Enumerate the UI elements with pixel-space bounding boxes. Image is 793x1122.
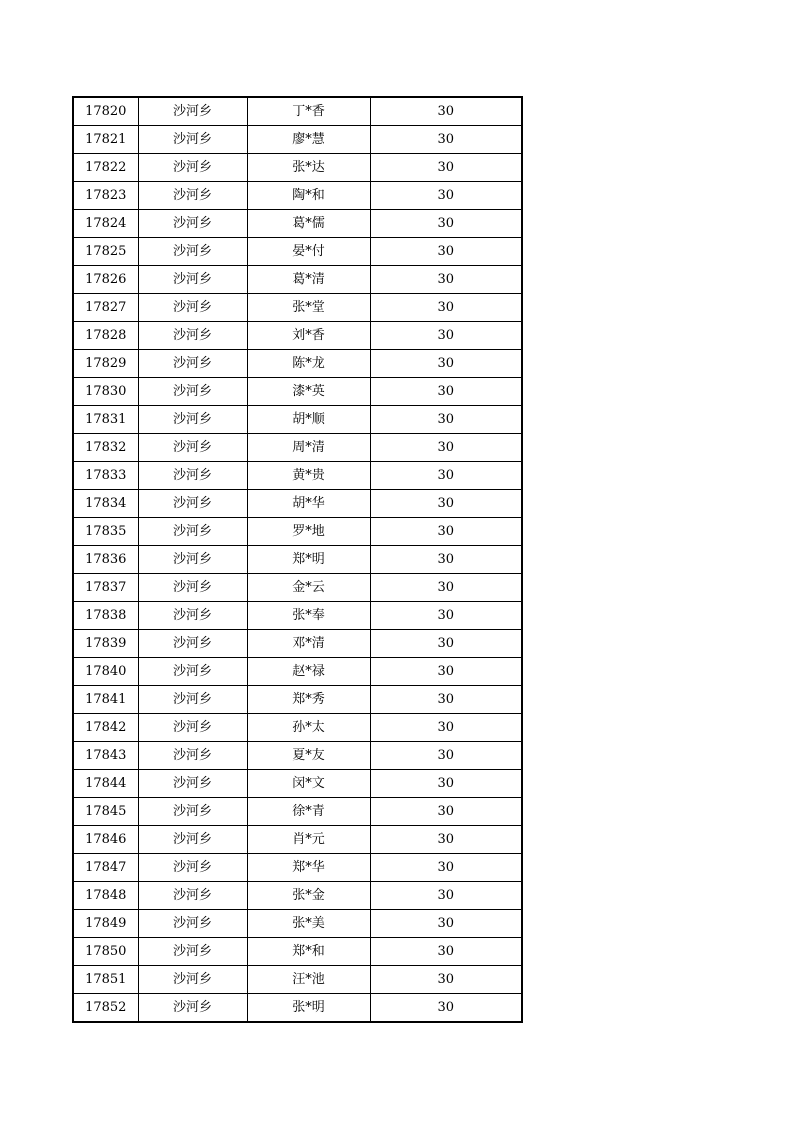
cell-id: 17843 (73, 742, 138, 770)
table-row (73, 602, 522, 630)
table-row (73, 910, 522, 938)
cell-name: 张*美 (247, 910, 370, 938)
cell-name: 夏*友 (247, 742, 370, 770)
table-row (73, 490, 522, 518)
cell-amount: 30 (370, 97, 522, 126)
cell-amount: 30 (370, 994, 522, 1023)
cell-id: 17822 (73, 154, 138, 182)
cell-town: 沙河乡 (138, 602, 247, 630)
cell-name: 张*明 (247, 994, 370, 1023)
cell-town: 沙河乡 (138, 238, 247, 266)
cell-amount: 30 (370, 462, 522, 490)
cell-town: 沙河乡 (138, 434, 247, 462)
cell-id: 17850 (73, 938, 138, 966)
cell-amount: 30 (370, 714, 522, 742)
cell-town: 沙河乡 (138, 938, 247, 966)
table-row (73, 658, 522, 686)
cell-name: 闵*文 (247, 770, 370, 798)
table-row (73, 350, 522, 378)
cell-town: 沙河乡 (138, 658, 247, 686)
cell-town: 沙河乡 (138, 798, 247, 826)
cell-name: 徐*青 (247, 798, 370, 826)
cell-amount: 30 (370, 910, 522, 938)
table-row (73, 630, 522, 658)
cell-town: 沙河乡 (138, 518, 247, 546)
table-row (73, 378, 522, 406)
cell-name: 周*清 (247, 434, 370, 462)
table-row (73, 546, 522, 574)
cell-id: 17837 (73, 574, 138, 602)
cell-town: 沙河乡 (138, 546, 247, 574)
table-row (73, 882, 522, 910)
cell-town: 沙河乡 (138, 742, 247, 770)
cell-town: 沙河乡 (138, 882, 247, 910)
cell-town: 沙河乡 (138, 322, 247, 350)
cell-amount: 30 (370, 490, 522, 518)
table-row (73, 154, 522, 182)
cell-id: 17842 (73, 714, 138, 742)
cell-town: 沙河乡 (138, 770, 247, 798)
cell-amount: 30 (370, 854, 522, 882)
cell-town: 沙河乡 (138, 910, 247, 938)
cell-id: 17839 (73, 630, 138, 658)
cell-amount: 30 (370, 266, 522, 294)
cell-name: 黄*贵 (247, 462, 370, 490)
cell-name: 孙*太 (247, 714, 370, 742)
cell-id: 17849 (73, 910, 138, 938)
cell-amount: 30 (370, 686, 522, 714)
cell-amount: 30 (370, 406, 522, 434)
cell-town: 沙河乡 (138, 462, 247, 490)
cell-id: 17824 (73, 210, 138, 238)
cell-id: 17844 (73, 770, 138, 798)
table-row (73, 322, 522, 350)
cell-id: 17825 (73, 238, 138, 266)
cell-name: 郑*和 (247, 938, 370, 966)
cell-name: 陈*龙 (247, 350, 370, 378)
cell-town: 沙河乡 (138, 294, 247, 322)
table-row (73, 210, 522, 238)
cell-town: 沙河乡 (138, 97, 247, 126)
cell-town: 沙河乡 (138, 854, 247, 882)
cell-name: 郑*明 (247, 546, 370, 574)
cell-id: 17851 (73, 966, 138, 994)
cell-name: 晏*付 (247, 238, 370, 266)
cell-name: 郑*秀 (247, 686, 370, 714)
table-row (73, 994, 522, 1023)
cell-town: 沙河乡 (138, 210, 247, 238)
cell-amount: 30 (370, 518, 522, 546)
cell-id: 17835 (73, 518, 138, 546)
cell-id: 17827 (73, 294, 138, 322)
table-row (73, 126, 522, 154)
cell-id: 17847 (73, 854, 138, 882)
cell-town: 沙河乡 (138, 154, 247, 182)
cell-amount: 30 (370, 966, 522, 994)
table-row (73, 966, 522, 994)
cell-name: 张*金 (247, 882, 370, 910)
cell-amount: 30 (370, 210, 522, 238)
cell-name: 胡*顺 (247, 406, 370, 434)
cell-id: 17830 (73, 378, 138, 406)
cell-id: 17836 (73, 546, 138, 574)
table-row (73, 518, 522, 546)
cell-town: 沙河乡 (138, 490, 247, 518)
cell-amount: 30 (370, 574, 522, 602)
cell-town: 沙河乡 (138, 266, 247, 294)
table-row (73, 854, 522, 882)
table-body (73, 97, 522, 1022)
cell-id: 17833 (73, 462, 138, 490)
cell-name: 张*达 (247, 154, 370, 182)
table-row (73, 686, 522, 714)
table-row (73, 714, 522, 742)
cell-id: 17848 (73, 882, 138, 910)
cell-name: 汪*池 (247, 966, 370, 994)
table-row (73, 574, 522, 602)
cell-town: 沙河乡 (138, 686, 247, 714)
cell-town: 沙河乡 (138, 406, 247, 434)
cell-name: 张*奉 (247, 602, 370, 630)
cell-amount: 30 (370, 434, 522, 462)
cell-town: 沙河乡 (138, 378, 247, 406)
table-row (73, 938, 522, 966)
cell-amount: 30 (370, 322, 522, 350)
cell-amount: 30 (370, 294, 522, 322)
cell-amount: 30 (370, 546, 522, 574)
cell-amount: 30 (370, 826, 522, 854)
cell-id: 17838 (73, 602, 138, 630)
cell-id: 17823 (73, 182, 138, 210)
cell-name: 郑*华 (247, 854, 370, 882)
cell-town: 沙河乡 (138, 966, 247, 994)
cell-name: 丁*香 (247, 97, 370, 126)
cell-amount: 30 (370, 350, 522, 378)
cell-amount: 30 (370, 658, 522, 686)
cell-name: 邓*清 (247, 630, 370, 658)
table-row (73, 462, 522, 490)
cell-id: 17852 (73, 994, 138, 1023)
cell-id: 17821 (73, 126, 138, 154)
cell-name: 张*堂 (247, 294, 370, 322)
cell-amount: 30 (370, 378, 522, 406)
table-row (73, 770, 522, 798)
cell-id: 17832 (73, 434, 138, 462)
cell-amount: 30 (370, 126, 522, 154)
cell-name: 肖*元 (247, 826, 370, 854)
cell-town: 沙河乡 (138, 574, 247, 602)
cell-id: 17826 (73, 266, 138, 294)
cell-id: 17841 (73, 686, 138, 714)
cell-name: 罗*地 (247, 518, 370, 546)
cell-name: 廖*慧 (247, 126, 370, 154)
cell-name: 赵*禄 (247, 658, 370, 686)
table-row (73, 238, 522, 266)
cell-amount: 30 (370, 602, 522, 630)
cell-amount: 30 (370, 938, 522, 966)
cell-name: 漆*英 (247, 378, 370, 406)
cell-id: 17828 (73, 322, 138, 350)
table-row (73, 406, 522, 434)
cell-amount: 30 (370, 630, 522, 658)
cell-town: 沙河乡 (138, 630, 247, 658)
data-table (72, 96, 523, 1023)
table-row (73, 434, 522, 462)
cell-town: 沙河乡 (138, 350, 247, 378)
cell-amount: 30 (370, 798, 522, 826)
cell-town: 沙河乡 (138, 994, 247, 1023)
cell-amount: 30 (370, 742, 522, 770)
cell-town: 沙河乡 (138, 126, 247, 154)
cell-amount: 30 (370, 238, 522, 266)
cell-name: 葛*清 (247, 266, 370, 294)
cell-name: 刘*香 (247, 322, 370, 350)
cell-id: 17820 (73, 97, 138, 126)
table-row (73, 826, 522, 854)
cell-town: 沙河乡 (138, 714, 247, 742)
table-row (73, 798, 522, 826)
cell-id: 17831 (73, 406, 138, 434)
cell-town: 沙河乡 (138, 182, 247, 210)
cell-name: 葛*儒 (247, 210, 370, 238)
cell-id: 17845 (73, 798, 138, 826)
table-row (73, 97, 522, 126)
table-row (73, 742, 522, 770)
cell-amount: 30 (370, 154, 522, 182)
cell-id: 17840 (73, 658, 138, 686)
cell-amount: 30 (370, 882, 522, 910)
cell-amount: 30 (370, 182, 522, 210)
cell-name: 金*云 (247, 574, 370, 602)
table-row (73, 182, 522, 210)
table-row (73, 294, 522, 322)
cell-id: 17846 (73, 826, 138, 854)
cell-name: 胡*华 (247, 490, 370, 518)
cell-amount: 30 (370, 770, 522, 798)
cell-id: 17834 (73, 490, 138, 518)
cell-town: 沙河乡 (138, 826, 247, 854)
cell-id: 17829 (73, 350, 138, 378)
table-row (73, 266, 522, 294)
cell-name: 陶*和 (247, 182, 370, 210)
